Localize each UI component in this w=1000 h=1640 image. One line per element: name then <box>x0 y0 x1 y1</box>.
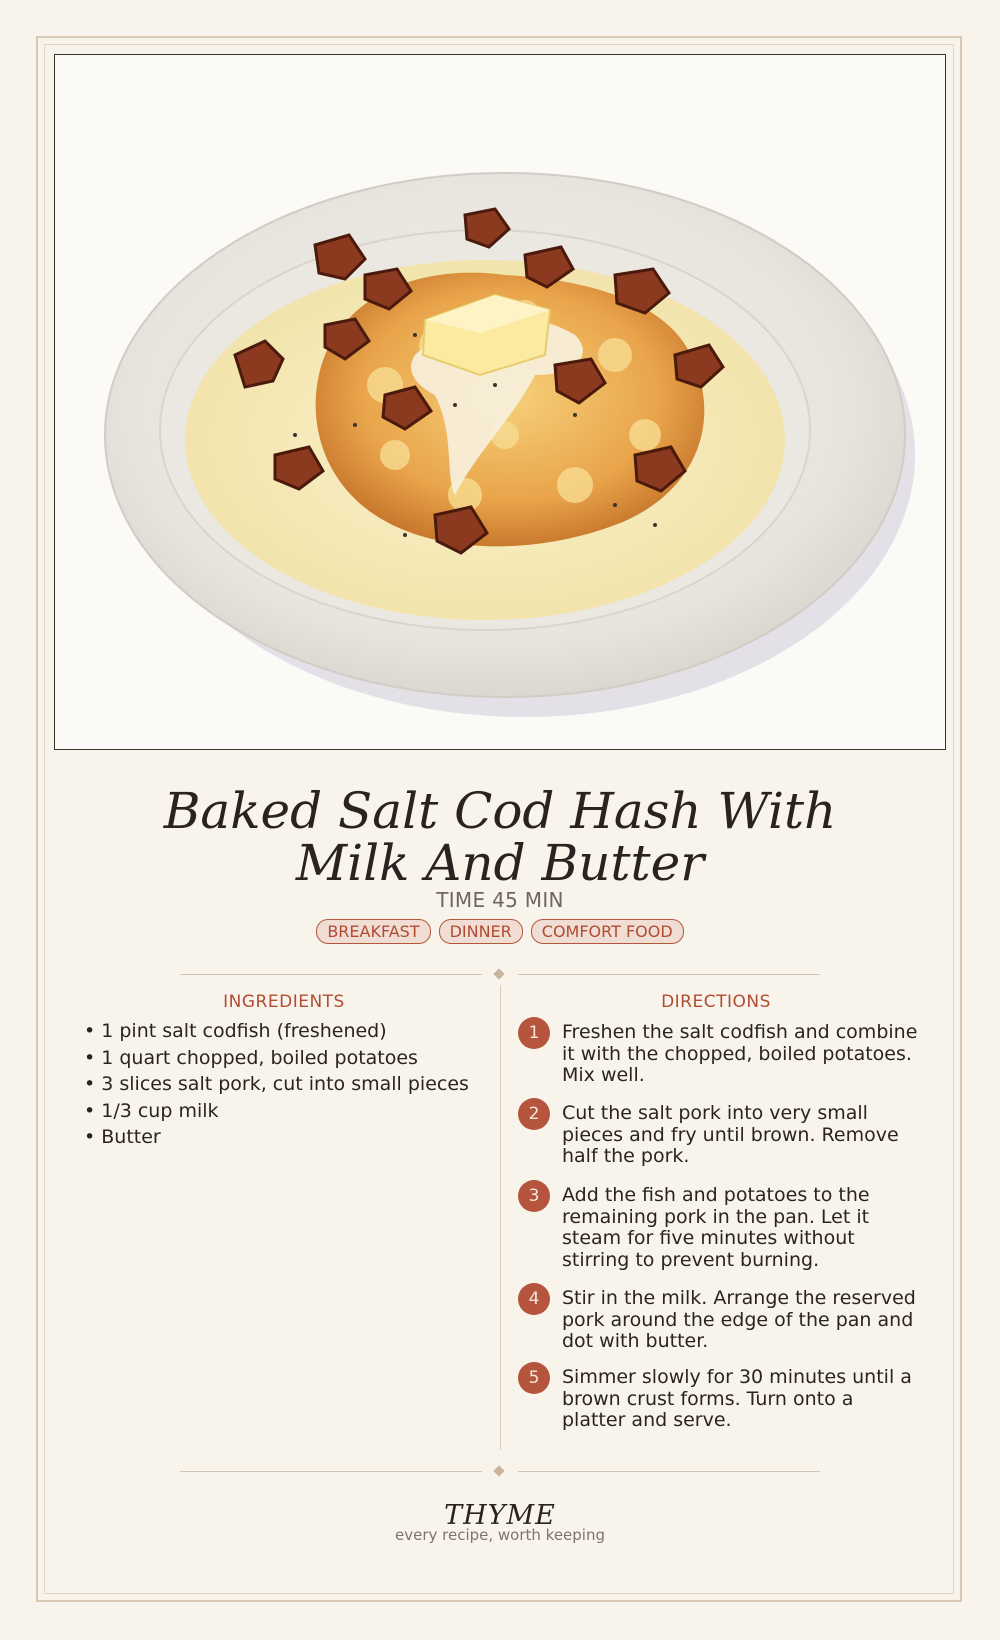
step-number: 2 <box>518 1098 550 1130</box>
step-text: Cut the salt pork into very small pieces and fry until brown. Remove half the pork. <box>562 1102 899 1167</box>
ingredient-item: • 1 quart chopped, boiled potatoes <box>84 1046 418 1069</box>
ingredient-item: • 1 pint salt codfish (freshened) <box>84 1020 387 1042</box>
ingredients-list <box>84 1018 484 1151</box>
step-text: Freshen the salt codfish and combine it with the chopped, boiled potatoes. Mix well. <box>562 1021 918 1086</box>
step-number: 5 <box>518 1362 550 1394</box>
ingredients-heading: INGREDIENTS <box>223 992 345 1012</box>
diamond-ornament-icon <box>493 1465 504 1476</box>
tag-comfort-food[interactable]: COMFORT FOOD <box>531 919 684 944</box>
step-number: 4 <box>518 1283 550 1315</box>
ingredient-item: • 3 slices salt pork, cut into small pieces <box>84 1073 469 1095</box>
step-text: Add the fish and potatoes to the remaining pork in the pan. Let it steam for five minutes without stirring to prevent burning. <box>562 1184 870 1271</box>
directions-heading: DIRECTIONS <box>661 992 771 1012</box>
plated-hash-illustration-icon <box>55 55 946 750</box>
bottom-divider <box>180 1464 820 1478</box>
step-number: 3 <box>518 1180 550 1212</box>
column-divider <box>500 985 501 1450</box>
top-divider <box>180 967 820 981</box>
step-number: 1 <box>518 1017 550 1049</box>
recipe-title: Baked Salt Cod Hash With Milk And Butter <box>163 782 837 892</box>
tag-dinner[interactable]: DINNER <box>439 919 523 944</box>
recipe-photo <box>54 54 946 750</box>
diamond-ornament-icon <box>493 968 504 979</box>
step-text: Simmer slowly for 30 minutes until a brown crust forms. Turn onto a platter and serve. <box>562 1366 912 1431</box>
cook-time: TIME 45 MIN <box>436 888 564 912</box>
tag-list <box>0 919 1000 944</box>
tag-breakfast[interactable]: BREAKFAST <box>316 919 430 944</box>
ingredient-item: • Butter <box>84 1126 161 1148</box>
ingredient-item: • 1/3 cup milk <box>84 1099 219 1122</box>
brand-tagline: every recipe, worth keeping <box>394 1526 605 1544</box>
step-text: Stir in the milk. Arrange the reserved pork around the edge of the pan and dot with butter. <box>562 1287 916 1352</box>
brand-logo: THYME <box>444 1500 556 1531</box>
